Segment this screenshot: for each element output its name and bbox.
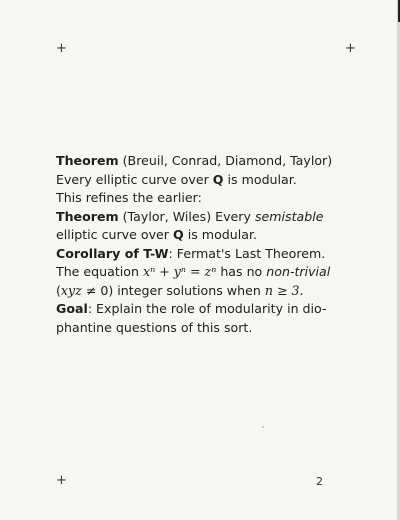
- registration-mark-top-right: +: [345, 41, 356, 56]
- corollary-title: : Fermat's Last Theorem.: [168, 245, 326, 261]
- corollary-text-mid: has no: [220, 264, 263, 279]
- corollary-label: Corollary of T-W: [56, 245, 169, 261]
- theorem-2-label: Theorem: [56, 208, 119, 224]
- theorem-2-emphasis: semistable: [254, 208, 324, 224]
- theorem-1-text-end: is modular.: [227, 171, 297, 187]
- corollary-emphasis: non-trivial: [266, 264, 331, 279]
- page-number: 2: [316, 475, 323, 488]
- theorem-1-attribution: (Breuil, Conrad, Diamond, Taylor): [122, 153, 333, 168]
- theorem-2-text-mid: elliptic curve over: [56, 227, 169, 242]
- theorem-1-label: Theorem: [56, 153, 119, 168]
- condition-not-zero: ≠ 0): [81, 282, 114, 298]
- slide-content: [56, 152, 366, 337]
- theorem-2-text: Every: [215, 208, 251, 224]
- goal: [56, 300, 366, 337]
- corollary: [56, 245, 366, 301]
- theorem-2-attribution: (Taylor, Wiles): [122, 208, 212, 224]
- goal-label: Goal: [56, 301, 88, 316]
- theorem-1-text: Every elliptic curve over: [56, 171, 209, 187]
- theorem-2-text-end: is modular.: [187, 227, 257, 242]
- goal-text: : Explain the role of modularity in dio- phantine questions of this sort.: [56, 301, 327, 335]
- corollary-text: The equation: [56, 264, 139, 279]
- exponent-bound: n ≥ 3.: [264, 282, 304, 298]
- condition-open: (: [56, 282, 61, 298]
- rational-field-symbol: Q: [212, 171, 224, 187]
- registration-mark-top-left: +: [56, 41, 67, 56]
- theorem-1: [56, 152, 366, 189]
- fermat-equation: xⁿ + yⁿ = zⁿ: [143, 264, 217, 279]
- rational-field-symbol: Q: [173, 227, 184, 242]
- condition-product: xyz: [60, 282, 82, 298]
- theorem-2: [56, 208, 366, 245]
- paper-speck: [262, 426, 264, 428]
- corollary-text-end: integer solutions when: [117, 282, 261, 298]
- refines-line: This refines the earlier:: [56, 190, 202, 205]
- registration-mark-bottom-left: +: [56, 473, 67, 488]
